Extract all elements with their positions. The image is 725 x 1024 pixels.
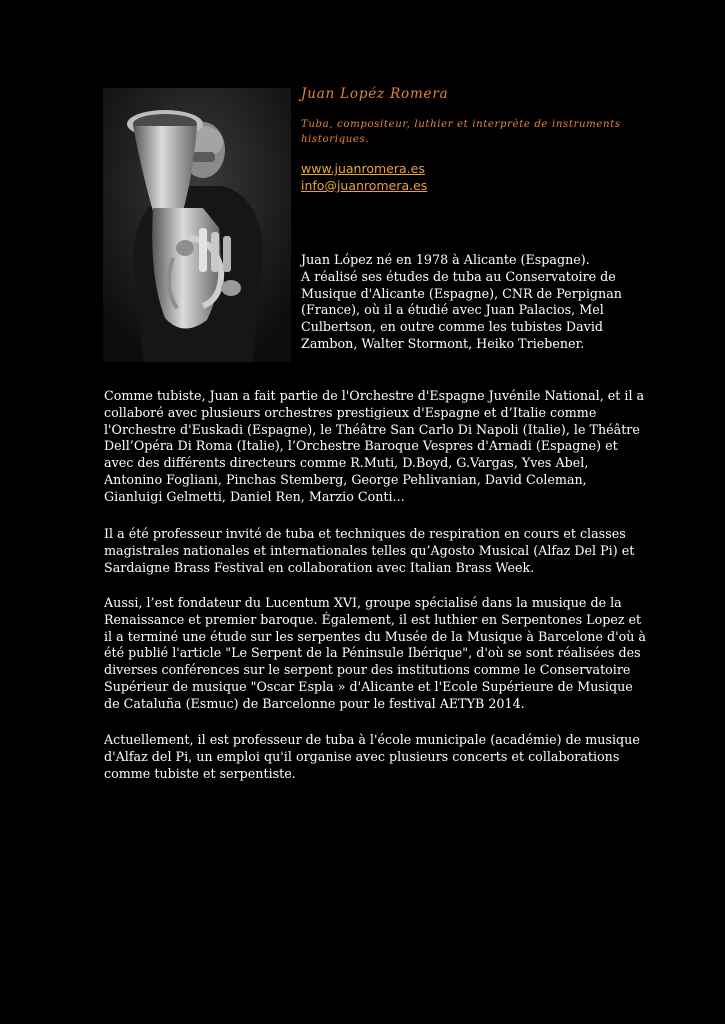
paragraph-line: avec des différents directeurs comme R.Muti, D.Boyd, G.Vargas, Yves Abel,: [104, 455, 589, 471]
intro-line: Juan López né en 1978 à Alicante (Espagne).: [301, 252, 590, 267]
paragraph-line: Il a été professeur invité de tuba et techniques de respiration en cours et classes: [104, 526, 626, 541]
paragraph-line: magistrales nationales et internationales telles qu’Agosto Musical (Alfaz Del Pi) et: [104, 542, 635, 558]
intro-line: Musique d'Alicante (Espagne), CNR de Perpignan: [301, 285, 622, 301]
paragraph-line: collaboré avec plusieurs orchestres prestigieux d'Espagne et d’Italie comme: [104, 404, 597, 420]
paragraph-line: l'Orchestre d'Euskadi (Espagne), le Théâtre San Carlo Di Napoli (Italie), le Théâtre: [104, 421, 640, 437]
intro-line: Zambon, Walter Stormont, Heiko Triebener.: [301, 335, 585, 351]
portrait-photo: [103, 88, 291, 362]
intro-line: (France), où il a étudié avec Juan Palacios, Mel: [301, 302, 604, 318]
paragraph-line: été publié l'article "Le Serpent de la Péninsule Ibérique", d'où se sont réalisées des: [104, 645, 641, 661]
paragraph-career: [104, 388, 645, 506]
subtitle-line: Tuba, compositeur, luthier et interprète de instruments: [301, 119, 621, 130]
intro-line: A réalisé ses études de tuba au Conservatoire de: [301, 268, 616, 284]
paragraph-current: [104, 732, 640, 782]
paragraph-line: Antonino Fogliani, Pinchas Stemberg, George Pehlivanian, David Coleman,: [104, 471, 587, 487]
subtitle-line: historiques.: [301, 134, 370, 145]
paragraph-line: Renaissance et premier baroque. Également, il est luthier en Serpentones Lopez et: [104, 611, 642, 627]
paragraph-teaching: [104, 526, 635, 576]
intro-paragraph: [301, 252, 621, 353]
intro-line: Culbertson, en outre comme les tubistes David: [301, 319, 603, 335]
paragraph-line: de Cataluña (Esmuc) de Barcelonne pour le festival AETYB 2014.: [104, 695, 525, 711]
paragraph-line: il a terminé une étude sur les serpentes du Musée de la Musique à Barcelone d'où à: [104, 628, 646, 644]
paragraph-line: d'Alfaz del Pi, un emploi qu'il organise avec plusieurs concerts et collaborations: [104, 748, 620, 764]
paragraph-line: Comme tubiste, Juan a fait partie de l'Orchestre d'Espagne Juvénile National, et il a: [104, 388, 645, 403]
paragraph-line: diverses conférences sur le serpent pour des institutions comme le Conservatoire: [104, 662, 631, 678]
paragraph-line: Aussi, l’est fondateur du Lucentum XVI, groupe spécialisé dans la musique de la: [104, 595, 622, 610]
paragraph-line: Sardaigne Brass Festival en collaboration avec Italian Brass Week.: [104, 559, 535, 575]
paragraph-line: Actuellement, il est professeur de tuba à l'école municipale (académie) de musique: [104, 732, 640, 747]
paragraph-line: comme tubiste et serpentiste.: [104, 765, 296, 781]
paragraph-line: Gianluigi Gelmetti, Daniel Ren, Marzio Conti...: [104, 488, 405, 504]
person-subtitle: [301, 117, 621, 147]
paragraph-line: Dell’Opéra Di Roma (Italie), l’Orchestre Baroque Vespres d'Arnadi (Espagne) et: [104, 438, 618, 454]
email-link[interactable]: info@juanromera.es: [301, 178, 428, 193]
person-name: Juan Lopéz Romera: [301, 86, 449, 102]
paragraph-founder: [104, 595, 646, 713]
contact-links: [301, 160, 427, 194]
website-link[interactable]: www.juanromera.es: [301, 161, 425, 176]
paragraph-line: Supérieur de musique "Oscar Espla » d'Alicante et l'Ecole Supérieure de Musique: [104, 678, 633, 694]
